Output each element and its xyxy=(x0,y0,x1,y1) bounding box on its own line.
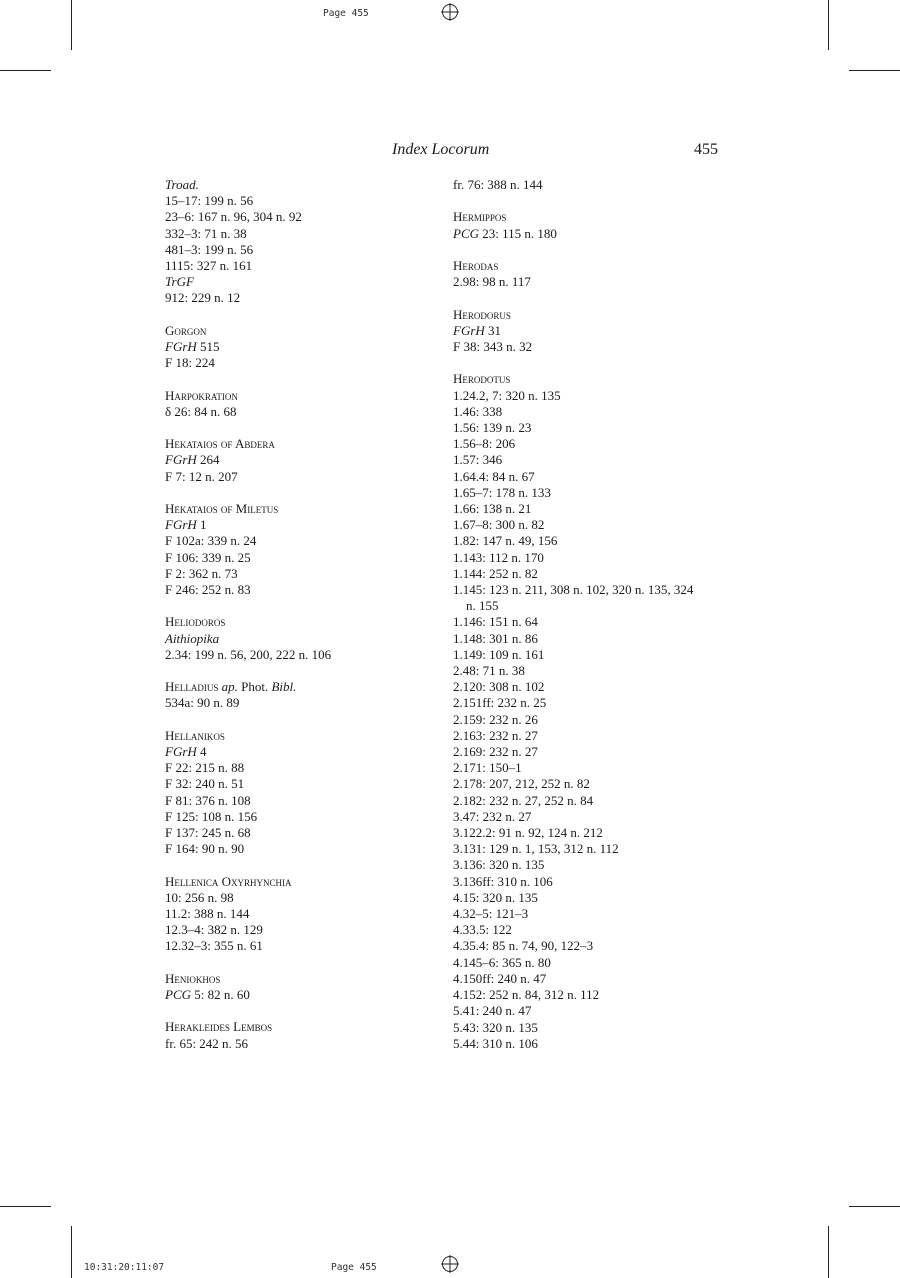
heading-text: 5: 82 n. 60 xyxy=(191,987,250,1003)
index-line: 2.182: 232 n. 27, 252 n. 84 xyxy=(453,792,594,808)
index-entry xyxy=(165,323,435,372)
index-entry xyxy=(165,1019,435,1051)
index-line: F 125: 108 n. 156 xyxy=(165,808,258,824)
index-line: 4.150ff: 240 n. 47 xyxy=(453,970,547,986)
index-line: F 137: 245 n. 68 xyxy=(165,825,251,841)
index-line: 1.24.2, 7: 320 n. 135 xyxy=(453,387,561,403)
author-name: Herodotus xyxy=(453,371,511,387)
crop-mark-top-right-horizontal xyxy=(849,70,900,71)
index-line: 1.146: 151 n. 64 xyxy=(453,614,538,630)
index-line: 2.169: 232 n. 27 xyxy=(453,744,538,760)
author-name: Harpokration xyxy=(165,387,238,403)
index-heading xyxy=(165,452,435,468)
index-entry xyxy=(453,307,733,356)
index-heading xyxy=(453,323,733,339)
index-heading xyxy=(165,339,435,355)
index-line: 11.2: 388 n. 144 xyxy=(165,906,250,922)
index-line: F 81: 376 n. 108 xyxy=(165,792,251,808)
index-line: F 106: 339 n. 25 xyxy=(165,549,251,565)
index-line: 10: 256 n. 98 xyxy=(165,889,234,905)
index-column-right xyxy=(453,177,733,1052)
index-entry xyxy=(453,371,733,1052)
author-name: Helladius xyxy=(165,679,219,695)
index-line: 3.131: 129 n. 1, 153, 312 n. 112 xyxy=(453,841,619,857)
author-name: Hellenica Oxyrhynchia xyxy=(165,873,292,889)
heading-text: 31 xyxy=(484,322,502,338)
index-line: 3.122.2: 91 n. 92, 124 n. 212 xyxy=(453,825,603,841)
index-line: 3.136ff: 310 n. 106 xyxy=(453,873,553,889)
index-line: 1.56: 139 n. 23 xyxy=(453,419,532,435)
index-line: 4.15: 320 n. 135 xyxy=(453,889,538,905)
index-line: δ 26: 84 n. 68 xyxy=(165,403,237,419)
index-line: F 32: 240 n. 51 xyxy=(165,776,245,792)
index-line: F 18: 224 xyxy=(165,355,215,371)
heading-text: FGrH xyxy=(165,517,197,533)
index-entry xyxy=(165,177,435,307)
index-line: 4.33.5: 122 xyxy=(453,922,512,938)
crop-mark-top-left-horizontal xyxy=(0,70,51,71)
index-line: 1.64.4: 84 n. 67 xyxy=(453,468,535,484)
heading-text: FGrH xyxy=(165,339,197,355)
index-line: 5.43: 320 n. 135 xyxy=(453,1019,538,1035)
author-name: Gorgon xyxy=(165,322,207,338)
index-line: 1.56–8: 206 xyxy=(453,436,516,452)
crop-mark-bottom-right-vertical xyxy=(828,1226,829,1278)
index-line: 5.41: 240 n. 47 xyxy=(453,1003,532,1019)
index-line: 1115: 327 n. 161 xyxy=(165,258,253,274)
page-number: 455 xyxy=(694,141,718,158)
heading-text: PCG xyxy=(453,225,479,241)
author-name: Herodorus xyxy=(453,306,511,322)
index-line: 1.148: 301 n. 86 xyxy=(453,630,538,646)
index-line: 1.66: 138 n. 21 xyxy=(453,501,532,516)
index-line: 12.3–4: 382 n. 129 xyxy=(165,922,263,938)
index-line: 2.163: 232 n. 27 xyxy=(453,727,538,743)
heading-text: FGrH xyxy=(453,322,485,338)
author-name: Heniokhos xyxy=(165,970,221,986)
index-column-left xyxy=(165,177,435,1052)
index-line: 15–17: 199 n. 56 xyxy=(165,193,254,209)
crop-mark-bottom-right-horizontal xyxy=(849,1206,900,1207)
registration-mark-top-icon xyxy=(441,3,459,21)
index-line: F 164: 90 n. 90 xyxy=(165,841,245,857)
heading-text: 4 xyxy=(196,744,207,759)
author-name: Hellanikos xyxy=(165,727,225,743)
heading-text: 1 xyxy=(196,517,207,533)
index-line: 3.136: 320 n. 135 xyxy=(453,857,545,873)
heading-text: Phot. xyxy=(237,679,272,695)
index-line: 1.82: 147 n. 49, 156 xyxy=(453,533,558,549)
heading-text: 23: 115 n. 180 xyxy=(479,225,557,241)
crop-mark-top-left-vertical xyxy=(71,0,72,50)
author-name: Hekataios of Miletus xyxy=(165,501,279,516)
index-heading xyxy=(165,323,435,339)
index-line: 1.149: 109 n. 161 xyxy=(453,646,545,662)
index-heading xyxy=(165,728,435,744)
index-heading xyxy=(453,371,733,387)
index-line: F 2: 362 n. 73 xyxy=(165,565,238,581)
author-name: Hekataios of Abdera xyxy=(165,436,275,452)
index-heading xyxy=(165,1019,435,1035)
index-entry xyxy=(453,177,733,193)
index-line: Aithiopika xyxy=(165,630,220,646)
index-line: 2.120: 308 n. 102 xyxy=(453,679,545,695)
index-entry xyxy=(453,209,733,241)
slug-bottom-time: 10:31:20:11:07 xyxy=(84,1262,165,1273)
crop-mark-bottom-left-vertical xyxy=(71,1226,72,1278)
author-name: Herodas xyxy=(453,257,499,273)
index-entry xyxy=(165,614,435,663)
index-line: 2.178: 207, 212, 252 n. 82 xyxy=(453,776,590,792)
index-heading xyxy=(453,209,733,225)
index-heading xyxy=(165,501,435,517)
crop-mark-bottom-left-horizontal xyxy=(0,1206,51,1207)
heading-text: FGrH xyxy=(165,744,197,759)
index-line: 3.47: 232 n. 27 xyxy=(453,808,532,824)
index-line: 1.57: 346 xyxy=(453,452,503,468)
heading-text: FGrH xyxy=(165,452,197,468)
index-heading xyxy=(165,517,435,533)
index-line: n. 155 xyxy=(466,598,499,614)
index-line: 12.32–3: 355 n. 61 xyxy=(165,938,263,954)
index-entry xyxy=(165,388,435,420)
heading-text: Bibl. xyxy=(271,679,297,695)
index-line: F 102a: 339 n. 24 xyxy=(165,533,257,549)
index-line: 23–6: 167 n. 96, 304 n. 92 xyxy=(165,209,302,225)
index-heading xyxy=(453,258,733,274)
index-entry xyxy=(453,258,733,290)
index-heading xyxy=(165,436,435,452)
index-heading xyxy=(453,226,733,242)
index-heading xyxy=(165,971,435,987)
index-line: F 22: 215 n. 88 xyxy=(165,760,245,776)
index-heading xyxy=(453,307,733,323)
index-line: 5.44: 310 n. 106 xyxy=(453,1035,538,1051)
heading-text: PCG xyxy=(165,987,191,1003)
index-line: 534a: 90 n. 89 xyxy=(165,695,240,711)
running-head: Index Locorum xyxy=(392,141,490,158)
index-line: fr. 65: 242 n. 56 xyxy=(165,1035,249,1051)
index-line: 1.144: 252 n. 82 xyxy=(453,565,538,581)
index-line: 2.171: 150–1 xyxy=(453,760,522,776)
heading-text: 264 xyxy=(196,452,220,468)
index-line: Troad. xyxy=(165,177,199,192)
index-line: 332–3: 71 n. 38 xyxy=(165,225,247,241)
index-line: 2.151ff: 232 n. 25 xyxy=(453,695,547,711)
index-line: F 246: 252 n. 83 xyxy=(165,582,251,598)
crop-mark-top-right-vertical xyxy=(828,0,829,50)
index-line: 2.159: 232 n. 26 xyxy=(453,711,538,727)
index-line: 4.145–6: 365 n. 80 xyxy=(453,954,551,970)
index-heading xyxy=(165,388,435,404)
index-entry xyxy=(165,501,435,598)
index-line: 1.65–7: 178 n. 133 xyxy=(453,484,551,500)
index-heading xyxy=(165,614,435,630)
index-heading xyxy=(165,874,435,890)
author-name: Hermippos xyxy=(453,209,507,225)
index-line: 912: 229 n. 12 xyxy=(165,290,241,306)
index-line: fr. 76: 388 n. 144 xyxy=(453,177,543,192)
index-entry xyxy=(165,436,435,485)
index-entry xyxy=(165,728,435,858)
index-heading xyxy=(165,987,435,1003)
index-line: 1.143: 112 n. 170 xyxy=(453,549,544,565)
index-line: 1.46: 338 xyxy=(453,403,503,419)
index-line: TrGF xyxy=(165,274,194,290)
author-name: Herakleides Lembos xyxy=(165,1019,273,1035)
index-line: 481–3: 199 n. 56 xyxy=(165,241,254,257)
author-name: Heliodoros xyxy=(165,614,226,630)
index-entry xyxy=(165,679,435,711)
registration-mark-bottom-icon xyxy=(441,1255,459,1273)
index-heading xyxy=(165,744,435,760)
index-line: 4.152: 252 n. 84, 312 n. 112 xyxy=(453,987,600,1003)
index-line: 2.48: 71 n. 38 xyxy=(453,663,525,679)
index-line: 1.145: 123 n. 211, 308 n. 102, 320 n. 135, 324 xyxy=(453,582,694,598)
index-line: 4.32–5: 121–3 xyxy=(453,906,529,922)
index-line: 4.35.4: 85 n. 74, 90, 122–3 xyxy=(453,938,594,954)
index-line: 2.98: 98 n. 117 xyxy=(453,274,531,290)
slug-bottom-page: Page 455 xyxy=(331,1262,377,1273)
index-line: 1.67–8: 300 n. 82 xyxy=(453,517,545,533)
index-heading xyxy=(165,679,435,695)
index-entry xyxy=(165,874,435,955)
index-entry xyxy=(165,971,435,1003)
heading-text: 515 xyxy=(196,339,220,355)
heading-text: ap. xyxy=(221,679,238,695)
index-line: 2.34: 199 n. 56, 200, 222 n. 106 xyxy=(165,646,332,662)
index-line: F 38: 343 n. 32 xyxy=(453,338,533,354)
index-line: F 7: 12 n. 207 xyxy=(165,468,238,484)
slug-top-page: Page 455 xyxy=(323,8,369,19)
